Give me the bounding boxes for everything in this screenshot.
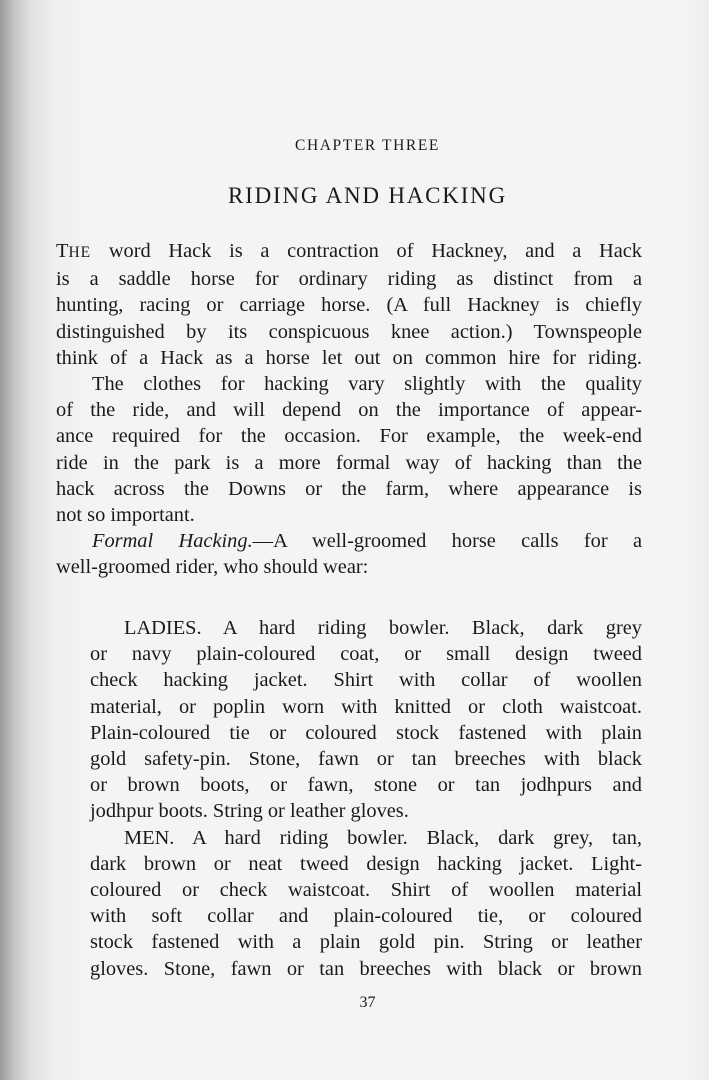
formal-heading: Formal Hacking. — [92, 530, 253, 553]
clothes-line: ance required for the occasion. For example, the week-end — [56, 425, 642, 448]
ladies-line: jodhpur boots. String or leather gloves. — [90, 800, 409, 823]
clothes-line: hack across the Downs or the farm, where appearance is — [56, 477, 642, 500]
intro-line: THE word Hack is a contraction of Hackney, and a Hack — [56, 240, 642, 262]
men-line: stock fastened with a plain gold pin. String or leather — [90, 931, 642, 954]
clothes-line: of the ride, and will depend on the importance of appear- — [56, 399, 642, 422]
men-line: coloured or check waistcoat. Shirt of woollen material — [90, 879, 642, 902]
men-line: with soft collar and plain-coloured tie, or coloured — [90, 905, 642, 928]
chapter-label: CHAPTER THREE — [295, 137, 440, 154]
men-line: dark brown or neat tweed design hacking jacket. Light- — [90, 852, 642, 875]
ladies-block — [90, 615, 642, 982]
clothes-line: ride in the park is a more formal way of hacking than the — [56, 451, 642, 474]
intro-line: distinguished by its conspicuous knee action.) Townspeople — [56, 320, 642, 343]
ladies-line: gold safety-pin. Stone, fawn or tan breeches with black — [90, 748, 642, 771]
clothes-line: The clothes for hacking vary slightly with the quality — [92, 373, 642, 396]
formal-line: well-groomed rider, who should wear: — [56, 556, 369, 579]
small-caps-word: HE — [68, 244, 92, 261]
ladies-line: or navy plain-coloured coat, or small design tweed — [90, 643, 642, 666]
ladies-line: LADIES. A hard riding bowler. Black, dark grey — [124, 617, 642, 639]
page-number: 37 — [359, 994, 376, 1011]
intro-line: is a saddle horse for ordinary riding as distinct from a — [56, 268, 642, 291]
intro-line: hunting, racing or carriage horse. (A full Hackney is chiefly — [56, 294, 642, 317]
body-text — [56, 238, 642, 581]
men-line: gloves. Stone, fawn or tan breeches with black or brown — [90, 957, 642, 980]
ladies-line: or brown boots, or fawn, stone or tan jodhpurs and — [90, 774, 642, 797]
ladies-line: Plain-coloured tie or coloured stock fastened with plain — [90, 721, 642, 744]
clothes-line: not so important. — [56, 504, 195, 527]
intro-line: think of a Hack as a horse let out on common hire for riding. — [56, 346, 642, 369]
chapter-title: RIDING AND HACKING — [228, 183, 507, 208]
formal-line: Formal Hacking.—A well-groomed horse calls for a — [92, 530, 642, 553]
ladies-line: check hacking jacket. Shirt with collar of woollen — [90, 669, 642, 692]
drop-initial: T — [56, 240, 69, 262]
ladies-line: material, or poplin worn with knitted or cloth waistcoat. — [90, 695, 642, 718]
men-line: MEN. A hard riding bowler. Black, dark grey, tan, — [124, 826, 642, 849]
